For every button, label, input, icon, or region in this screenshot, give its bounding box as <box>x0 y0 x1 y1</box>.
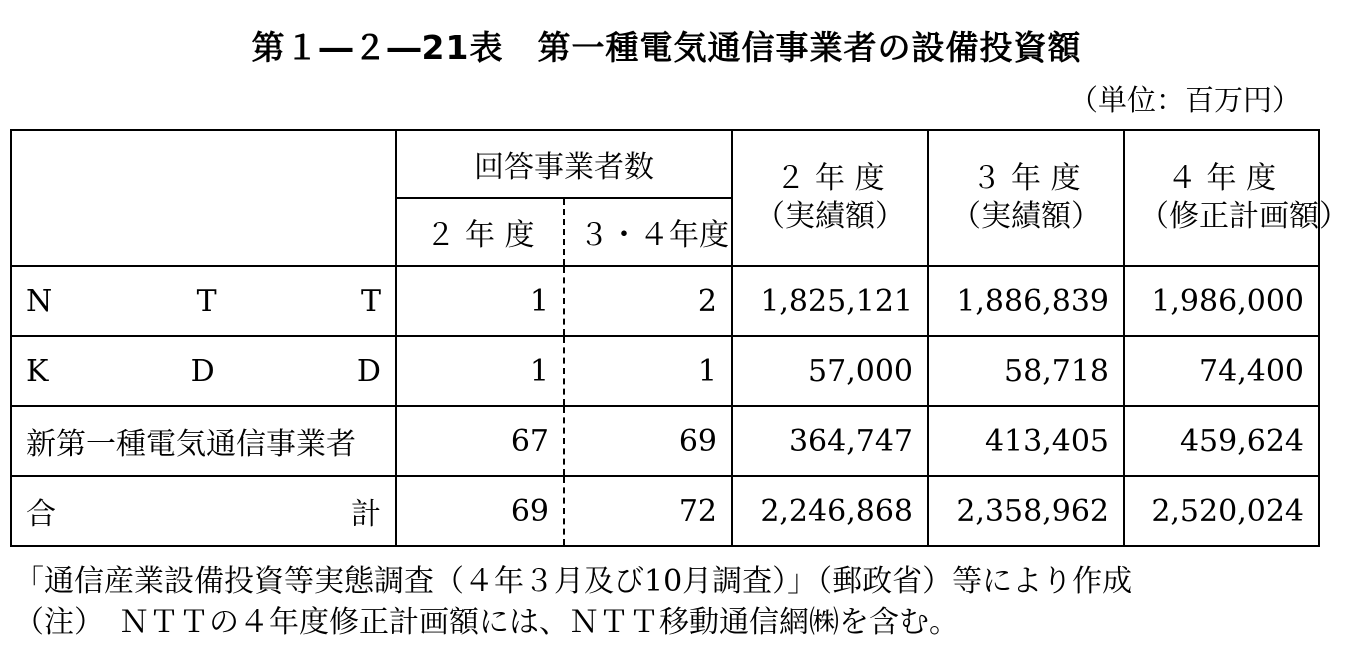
header-fy4-sub: （修正計画額） <box>1139 199 1349 234</box>
cell-fy3-actual: 2,358,962 <box>928 476 1124 546</box>
table-row-ntt <box>11 266 1319 336</box>
row-label <box>11 266 396 336</box>
row-label: 新第一種電気通信事業者 <box>11 406 396 476</box>
cell-respondents-fy34: 2 <box>564 266 732 336</box>
footnote: （注） ＮＴＴの４年度修正計画額には、ＮＴＴ移動通信網㈱を含む。 <box>14 605 959 640</box>
row-label-part: T <box>360 283 381 319</box>
cell-fy3-actual: 58,718 <box>928 336 1124 406</box>
cell-respondents-fy34: 72 <box>564 476 732 546</box>
header-respondents: 回答事業者数 <box>396 130 732 198</box>
header-fy4-year: ４ 年 度 <box>1166 161 1277 196</box>
cell-fy3-actual: 1,886,839 <box>928 266 1124 336</box>
cell-respondents-fy2: 1 <box>396 266 564 336</box>
header-fy2-year: ２ 年 度 <box>775 161 885 196</box>
row-label <box>11 336 396 406</box>
header-row-1 <box>11 130 1319 198</box>
investment-table <box>10 129 1349 547</box>
table-row-kdd <box>11 336 1319 406</box>
header-respondents-fy34: ３・４年度 <box>564 198 732 266</box>
table-row-total <box>11 476 1319 546</box>
cell-fy2-actual: 1,825,121 <box>732 266 928 336</box>
row-label-part: 合 <box>26 497 56 532</box>
cell-fy2-actual: 364,747 <box>732 406 928 476</box>
row-label-part: D <box>190 353 215 389</box>
cell-fy4-plan: 459,624 <box>1124 406 1319 476</box>
row-label <box>11 476 396 546</box>
cell-respondents-fy2: 1 <box>396 336 564 406</box>
cell-respondents-fy2: 69 <box>396 476 564 546</box>
cell-fy4-plan: 2,520,024 <box>1124 476 1319 546</box>
header-fy3-sub: （実績額） <box>951 199 1101 234</box>
cell-fy4-plan: 1,986,000 <box>1124 266 1319 336</box>
cell-fy2-actual: 2,246,868 <box>732 476 928 546</box>
table-title: 第１―２―21表 第一種電気通信事業者の設備投資額 <box>251 28 1082 67</box>
source-note: 「通信産業設備投資等実態調査（４年３月及び10月調査）」（郵政省）等により作成 <box>14 564 1133 599</box>
cell-fy3-actual: 413,405 <box>928 406 1124 476</box>
header-blank-cell <box>11 130 396 266</box>
header-respondents-fy2: ２ 年 度 <box>396 198 564 266</box>
cell-fy4-plan: 74,400 <box>1124 336 1319 406</box>
table-row-new-carriers <box>11 406 1319 476</box>
header-fy2-sub: （実績額） <box>755 199 905 234</box>
row-label-part: 計 <box>351 497 381 532</box>
header-fy4 <box>1124 130 1349 266</box>
row-label-part: D <box>356 353 381 389</box>
cell-respondents-fy2: 67 <box>396 406 564 476</box>
header-fy2 <box>732 130 928 266</box>
row-label-part: T <box>196 283 217 319</box>
cell-fy2-actual: 57,000 <box>732 336 928 406</box>
row-label-part: K <box>26 353 49 389</box>
row-label-part: N <box>26 283 53 319</box>
cell-respondents-fy34: 69 <box>564 406 732 476</box>
unit-label: （単位：百万円） <box>1068 83 1301 117</box>
header-fy3-year: ３ 年 度 <box>971 161 1081 196</box>
header-fy3 <box>928 130 1124 266</box>
cell-respondents-fy34: 1 <box>564 336 732 406</box>
